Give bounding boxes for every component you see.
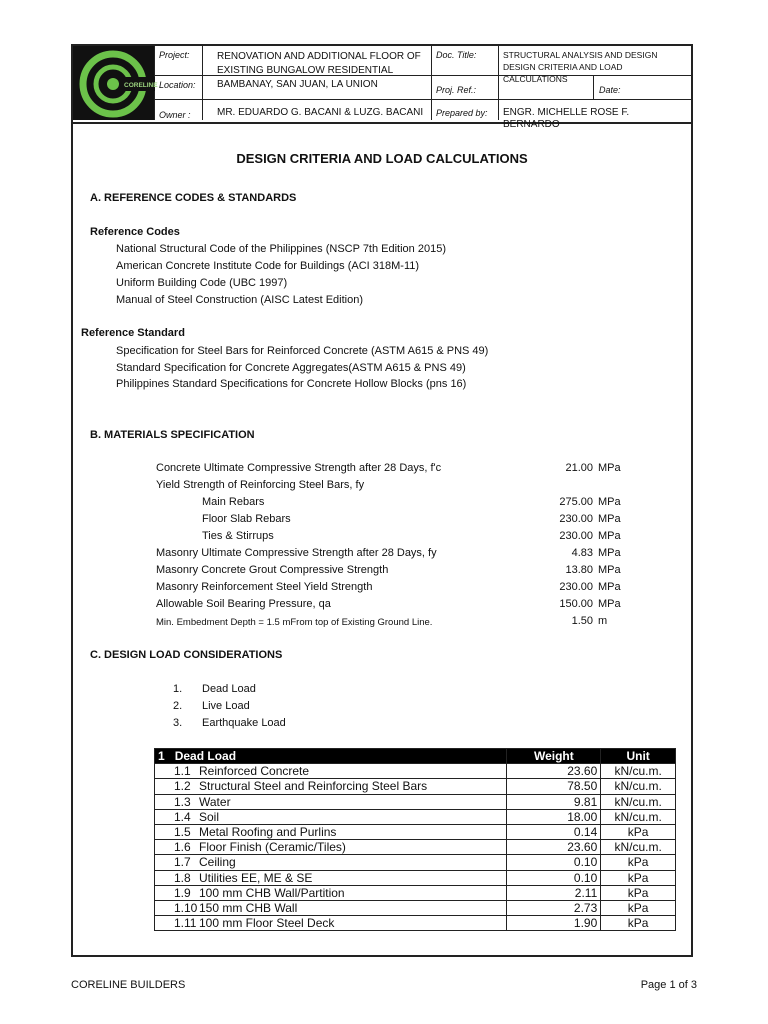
- load-item: [155, 900, 507, 915]
- material-label: Yield Strength of Reinforcing Steel Bars, fy: [156, 479, 365, 491]
- load-unit: kPa: [601, 900, 676, 915]
- load-weight: 2.11: [507, 885, 601, 900]
- standard-item: Standard Specification for Concrete Aggregates(ASTM A615 & PNS 49): [116, 362, 466, 374]
- table-header-title: Dead Load: [174, 749, 237, 764]
- load-item: [155, 916, 507, 931]
- material-value: 150.00: [559, 598, 593, 610]
- load-item-number: 1.9: [174, 885, 191, 900]
- load-list-number: 3.: [173, 717, 183, 729]
- doc-title-line-2: DESIGN CRITERIA AND LOAD CALCULATIONS: [503, 62, 623, 84]
- load-item-label: Reinforced Concrete: [199, 764, 310, 779]
- load-item-number: 1.7: [174, 855, 191, 870]
- project-label: Project:: [159, 50, 190, 60]
- load-item-label: Structural Steel and Reinforcing Steel Bars: [199, 779, 428, 794]
- load-unit: kN/cu.m.: [601, 794, 676, 809]
- material-label: Masonry Reinforcement Steel Yield Strength: [156, 581, 373, 593]
- section-a-heading: A. REFERENCE CODES & STANDARDS: [90, 192, 297, 204]
- load-unit: kPa: [601, 855, 676, 870]
- material-value: 275.00: [559, 496, 593, 508]
- table-row: [155, 870, 676, 885]
- load-weight: 9.81: [507, 794, 601, 809]
- material-value: 21.00: [565, 462, 593, 474]
- material-label: Concrete Ultimate Compressive Strength after 28 Days, f'c: [156, 462, 442, 474]
- load-item: [155, 809, 507, 824]
- load-weight: 18.00: [507, 809, 601, 824]
- doc-title-label: Doc. Title:: [436, 50, 477, 60]
- load-item-number: 1.2: [174, 779, 191, 794]
- material-unit: MPa: [598, 598, 621, 610]
- footer-page-number: Page 1 of 3: [640, 979, 697, 991]
- load-weight: 23.60: [507, 840, 601, 855]
- load-item: [155, 855, 507, 870]
- code-item: National Structural Code of the Philippines (NSCP 7th Edition 2015): [116, 243, 446, 255]
- owner-label: Owner :: [159, 110, 191, 120]
- load-item: [155, 885, 507, 900]
- table-header-row: [155, 749, 676, 764]
- load-item-label: 100 mm CHB Wall/Partition: [199, 885, 345, 900]
- table-row: [155, 885, 676, 900]
- load-item-number: 1.3: [174, 794, 191, 809]
- table-row: [155, 764, 676, 779]
- load-item-number: 1.5: [174, 825, 191, 840]
- material-label: Allowable Soil Bearing Pressure, qa: [156, 598, 331, 610]
- load-item: [155, 794, 507, 809]
- load-unit: kN/cu.m.: [601, 809, 676, 824]
- load-unit: kPa: [601, 916, 676, 931]
- load-list-label: Dead Load: [202, 683, 256, 695]
- coreline-logo-icon: [73, 46, 158, 120]
- material-label: Masonry Concrete Grout Compressive Strength: [156, 564, 389, 576]
- load-weight: 2.73: [507, 900, 601, 915]
- material-label: Ties & Stirrups: [202, 530, 274, 542]
- title-block: [73, 46, 691, 130]
- material-unit: MPa: [598, 513, 621, 525]
- footer-company: CORELINE BUILDERS: [71, 979, 186, 991]
- load-weight: 1.90: [507, 916, 601, 931]
- load-item-label: 100 mm Floor Steel Deck: [199, 916, 335, 931]
- load-unit: kPa: [601, 870, 676, 885]
- table-header-weight: Weight: [507, 749, 601, 764]
- table-row: [155, 855, 676, 870]
- load-list-label: Earthquake Load: [202, 717, 286, 729]
- material-label: Masonry Ultimate Compressive Strength after 28 Days, fy: [156, 547, 437, 559]
- standard-item: Specification for Steel Bars for Reinforced Concrete (ASTM A615 & PNS 49): [116, 345, 489, 357]
- load-list-number: 2.: [173, 700, 183, 712]
- load-weight: 0.10: [507, 870, 601, 885]
- material-value: 230.00: [559, 530, 593, 542]
- load-weight: 0.10: [507, 855, 601, 870]
- prepared-by-value: ENGR. MICHELLE ROSE F. BERNARDO: [503, 107, 630, 130]
- load-item-number: 1.1: [174, 764, 191, 779]
- load-unit: kN/cu.m.: [601, 840, 676, 855]
- load-weight: 23.60: [507, 764, 601, 779]
- load-unit: kPa: [601, 824, 676, 839]
- load-item-label: Utilities EE, ME & SE: [199, 870, 313, 885]
- material-unit: MPa: [598, 462, 621, 474]
- load-item-number: 1.4: [174, 809, 191, 824]
- load-weight: 78.50: [507, 779, 601, 794]
- load-item: [155, 779, 507, 794]
- load-item-label: Water: [199, 794, 231, 809]
- doc-title-line-1: STRUCTURAL ANALYSIS AND DESIGN: [503, 50, 658, 60]
- table-header-number: 1: [158, 749, 165, 764]
- code-item: American Concrete Institute Code for Buildings (ACI 318M-11): [116, 260, 420, 272]
- table-row: [155, 794, 676, 809]
- load-list-label: Live Load: [202, 700, 250, 712]
- load-item-number: 1.8: [174, 870, 191, 885]
- owner-value: MR. EDUARDO G. BACANI & LUZG. BACANI: [217, 107, 424, 118]
- load-item-number: 1.10: [174, 900, 198, 915]
- table-row: [155, 809, 676, 824]
- load-item-label: 150 mm CHB Wall: [199, 900, 298, 915]
- load-item-label: Floor Finish (Ceramic/Tiles): [199, 840, 346, 855]
- load-item-label: Soil: [199, 809, 220, 824]
- load-item: [155, 840, 507, 855]
- load-unit: kN/cu.m.: [601, 779, 676, 794]
- material-label: Floor Slab Rebars: [202, 513, 291, 525]
- material-unit: m: [598, 615, 608, 627]
- company-logo: [73, 46, 158, 120]
- table-row: [155, 916, 676, 931]
- load-list-number: 1.: [173, 683, 183, 695]
- table-header-label: [155, 749, 507, 764]
- load-unit: kPa: [601, 885, 676, 900]
- document-frame: [71, 44, 693, 957]
- date-label: Date:: [599, 85, 621, 95]
- load-weight: 0.14: [507, 824, 601, 839]
- material-unit: MPa: [598, 496, 621, 508]
- material-unit: MPa: [598, 564, 621, 576]
- logo-text: CORELINE: [124, 82, 158, 89]
- load-item-label: Metal Roofing and Purlins: [199, 825, 337, 840]
- material-value: 1.50: [571, 615, 593, 627]
- codes-heading: Reference Codes: [90, 226, 180, 238]
- material-value: 13.80: [565, 564, 593, 576]
- load-unit: kN/cu.m.: [601, 764, 676, 779]
- code-item: Manual of Steel Construction (AISC Latest Edition): [116, 294, 364, 306]
- page-title: DESIGN CRITERIA AND LOAD CALCULATIONS: [236, 151, 528, 166]
- standards-heading: Reference Standard: [81, 327, 185, 339]
- table-row: [155, 824, 676, 839]
- load-item-number: 1.6: [174, 840, 191, 855]
- location-value: BAMBANAY, SAN JUAN, LA UNION: [217, 79, 378, 90]
- material-unit: MPa: [598, 530, 621, 542]
- dead-load-table: [154, 748, 676, 931]
- location-label: Location:: [159, 80, 196, 90]
- material-value: 230.00: [559, 581, 593, 593]
- load-item-number: 1.11: [174, 916, 197, 931]
- prepared-by-label: Prepared by:: [436, 108, 488, 118]
- material-value: 230.00: [559, 513, 593, 525]
- load-item: [155, 824, 507, 839]
- load-item: [155, 764, 507, 779]
- table-row: [155, 840, 676, 855]
- code-item: Uniform Building Code (UBC 1997): [116, 277, 288, 289]
- material-unit: MPa: [598, 547, 621, 559]
- material-unit: MPa: [598, 581, 621, 593]
- project-value: RENOVATION AND ADDITIONAL FLOOR OF EXISTING BUNGALOW RESIDENTIAL: [217, 51, 421, 76]
- material-label: Min. Embedment Depth = 1.5 mFrom top of Existing Ground Line.: [156, 617, 433, 628]
- proj-ref-label: Proj. Ref.:: [436, 85, 477, 95]
- section-c-heading: C. DESIGN LOAD CONSIDERATIONS: [90, 649, 283, 661]
- table-header-unit: Unit: [601, 749, 676, 764]
- material-label: Main Rebars: [202, 496, 265, 508]
- table-row: [155, 779, 676, 794]
- load-item: [155, 870, 507, 885]
- load-item-label: Ceiling: [199, 855, 236, 870]
- section-b-heading: B. MATERIALS SPECIFICATION: [90, 429, 255, 441]
- standard-item: Philippines Standard Specifications for Concrete Hollow Blocks (pns 16): [116, 378, 467, 390]
- table-row: [155, 900, 676, 915]
- material-value: 4.83: [571, 547, 593, 559]
